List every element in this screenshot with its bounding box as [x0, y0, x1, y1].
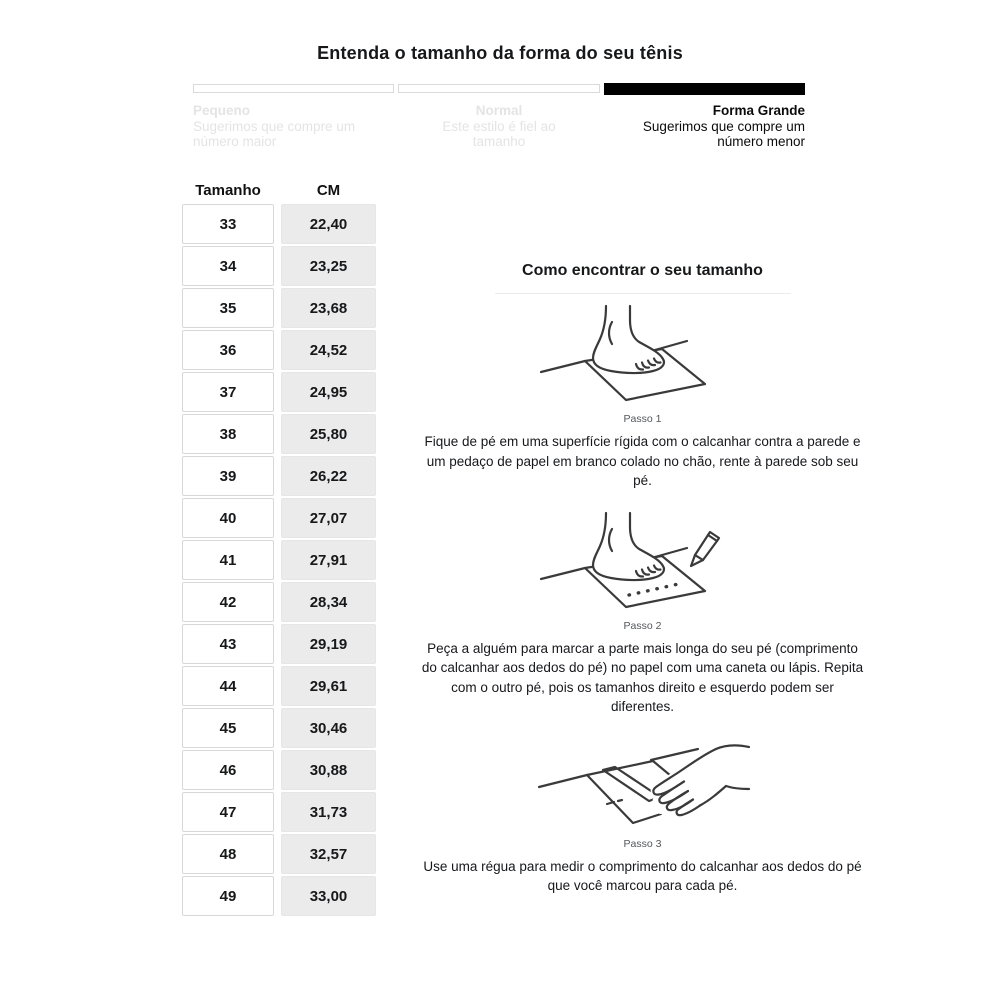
table-row — [182, 288, 376, 328]
cm-column-header: CM — [316, 182, 341, 199]
step-caption: Passo 3 — [623, 837, 662, 850]
step-text: Fique de pé em uma superfície rígida com o calcanhar contra a parede e um pedaço de papel em branco colado no chão, rente à parede sob seu pé. — [424, 434, 861, 488]
size-cell: 44 — [182, 666, 274, 706]
page-title: Entenda o tamanho da forma do seu tênis — [317, 43, 683, 63]
step-caption: Passo 2 — [623, 619, 662, 632]
fit-label-forma-grande — [601, 103, 805, 150]
table-row — [182, 414, 376, 454]
step-text: Use uma régua para medir o comprimento do calcanhar aos dedos do pé que você marcou para cada pé. — [423, 858, 862, 893]
table-row — [182, 540, 376, 580]
cm-cell: 25,80 — [281, 414, 376, 454]
fit-label-description: Sugerimos que compre um número menor — [642, 118, 805, 149]
instructions-title: Como encontrar o seu tamanho — [522, 262, 763, 279]
table-row — [182, 792, 376, 832]
table-row — [182, 834, 376, 874]
fit-label-description: Sugerimos que compre um número maior — [193, 118, 356, 149]
fit-label-normal — [397, 103, 601, 150]
cm-cell: 33,00 — [281, 876, 376, 916]
table-row — [182, 204, 376, 244]
divider — [495, 293, 791, 294]
size-cell: 48 — [182, 834, 274, 874]
step-3 — [420, 737, 865, 896]
size-cell: 37 — [182, 372, 274, 412]
step-caption: Passo 1 — [623, 413, 662, 425]
foot-on-paper-pencil-icon — [533, 511, 753, 615]
fit-label-title: Normal — [475, 103, 523, 118]
size-cell: 40 — [182, 498, 274, 538]
cm-cell: 27,07 — [281, 498, 376, 538]
cm-cell: 22,40 — [281, 204, 376, 244]
fit-label-pequeno — [193, 103, 397, 150]
cm-cell: 30,46 — [281, 708, 376, 748]
fit-segment-forma-grande — [604, 83, 805, 95]
cm-cell: 26,22 — [281, 456, 376, 496]
cm-cell: 30,88 — [281, 750, 376, 790]
size-cell: 45 — [182, 708, 274, 748]
table-row — [182, 666, 376, 706]
size-cell: 38 — [182, 414, 274, 454]
table-row — [182, 624, 376, 664]
how-to-find-size-section — [420, 262, 865, 916]
cm-cell: 29,61 — [281, 666, 376, 706]
fit-segment-pequeno — [193, 84, 394, 93]
size-cell: 47 — [182, 792, 274, 832]
size-cell: 39 — [182, 456, 274, 496]
size-cell: 42 — [182, 582, 274, 622]
cm-cell: 31,73 — [281, 792, 376, 832]
fit-label-description: Este estilo é fiel ao tamanho — [442, 118, 556, 149]
cm-cell: 32,57 — [281, 834, 376, 874]
cm-cell: 28,34 — [281, 582, 376, 622]
ruler-and-hand-icon — [533, 737, 753, 833]
table-row — [182, 708, 376, 748]
step-text: Peça a alguém para marcar a parte mais longa do seu pé (comprimento do calcanhar aos dedos do pé) no papel com uma caneta ou lápis. Repita com o outro pé, pois os tamanhos direito e esquerdo podem ser diferentes. — [421, 640, 864, 714]
cm-cell: 23,25 — [281, 246, 376, 286]
size-cell: 34 — [182, 246, 274, 286]
size-cell: 46 — [182, 750, 274, 790]
size-table — [182, 182, 376, 918]
size-cell: 49 — [182, 876, 274, 916]
table-row — [182, 330, 376, 370]
fit-indicator-bar — [193, 84, 805, 95]
cm-cell: 27,91 — [281, 540, 376, 580]
fit-label-title: Forma Grande — [712, 103, 805, 118]
size-cell: 43 — [182, 624, 274, 664]
size-table-header — [182, 182, 376, 199]
size-cell: 41 — [182, 540, 274, 580]
cm-cell: 24,52 — [281, 330, 376, 370]
fit-indicator-labels — [193, 103, 805, 150]
cm-cell: 29,19 — [281, 624, 376, 664]
foot-on-paper-icon — [533, 304, 753, 408]
table-row — [182, 456, 376, 496]
size-cell: 33 — [182, 204, 274, 244]
size-cell: 36 — [182, 330, 274, 370]
size-cell: 35 — [182, 288, 274, 328]
table-row — [182, 246, 376, 286]
table-row — [182, 750, 376, 790]
size-table-body — [182, 204, 376, 916]
fit-segment-normal — [398, 84, 599, 93]
table-row — [182, 372, 376, 412]
step-1 — [420, 304, 865, 491]
step-2 — [420, 511, 865, 717]
table-row — [182, 876, 376, 916]
table-row — [182, 498, 376, 538]
fit-label-title: Pequeno — [193, 103, 251, 118]
size-column-header: Tamanho — [195, 182, 261, 199]
cm-cell: 24,95 — [281, 372, 376, 412]
cm-cell: 23,68 — [281, 288, 376, 328]
table-row — [182, 582, 376, 622]
